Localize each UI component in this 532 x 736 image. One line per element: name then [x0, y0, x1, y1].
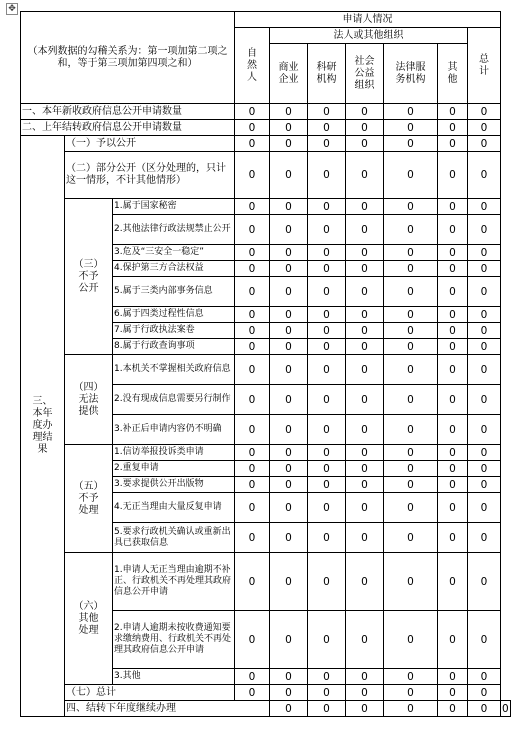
- cell: 0: [438, 120, 468, 136]
- cell: 0: [384, 307, 438, 323]
- cell: 0: [468, 261, 501, 277]
- cell: 0: [308, 261, 346, 277]
- cell: 0: [308, 701, 346, 717]
- item-label: 5.属于三类内部事务信息: [113, 277, 235, 307]
- item-label: 1.信访举报投诉类申请: [113, 445, 235, 461]
- cell: 0: [308, 385, 346, 415]
- cell: 0: [468, 477, 501, 493]
- cell: 0: [235, 669, 270, 685]
- cell: 0: [468, 323, 501, 339]
- cell: 0: [384, 339, 438, 355]
- cell: 0: [384, 611, 438, 669]
- cell: 0: [270, 685, 308, 701]
- cell: 0: [346, 215, 384, 245]
- cell: 0: [468, 307, 501, 323]
- cell: 0: [235, 461, 270, 477]
- cell: 0: [270, 339, 308, 355]
- cell: 0: [468, 493, 501, 523]
- cell: 0: [308, 415, 346, 445]
- cell: 0: [438, 307, 468, 323]
- cell: 0: [235, 199, 270, 215]
- cell: 0: [346, 385, 384, 415]
- cell: 0: [308, 685, 346, 701]
- cell: 0: [438, 611, 468, 669]
- cell: 0: [235, 104, 270, 120]
- table-move-handle-icon[interactable]: ✥: [6, 3, 18, 15]
- cell: 0: [384, 701, 438, 717]
- item-label: 1.本机关不掌握相关政府信息: [113, 355, 235, 385]
- cell: 0: [235, 261, 270, 277]
- cell: 0: [384, 385, 438, 415]
- item-label: 3.补正后申请内容仍不明确: [113, 415, 235, 445]
- cell: 0: [270, 215, 308, 245]
- row-withheld-1: [21, 199, 511, 215]
- cell: 0: [468, 355, 501, 385]
- row-not-processed-1: [21, 445, 511, 461]
- cell: 0: [384, 523, 438, 553]
- cell: 0: [384, 355, 438, 385]
- cell: 0: [346, 477, 384, 493]
- cell: 0: [438, 215, 468, 245]
- cell: 0: [438, 523, 468, 553]
- cell: 0: [438, 339, 468, 355]
- cell: 0: [270, 523, 308, 553]
- cell: 0: [468, 553, 501, 611]
- other-header: 其 他: [438, 44, 468, 104]
- cell: 0: [270, 385, 308, 415]
- cell: 0: [384, 445, 438, 461]
- cell: 0: [308, 245, 346, 261]
- cell: 0: [468, 685, 501, 701]
- cell: 0: [346, 445, 384, 461]
- row-unavailable-1: [21, 355, 511, 385]
- cell: 0: [346, 261, 384, 277]
- cell: 0: [384, 215, 438, 245]
- item-label: 8.属于行政查询事项: [113, 339, 235, 355]
- cell: 0: [270, 669, 308, 685]
- cell: 0: [235, 245, 270, 261]
- cell: 0: [468, 701, 501, 717]
- cell: 0: [346, 611, 384, 669]
- business-header: 商业 企业: [270, 44, 308, 104]
- item-label: 4.保护第三方合法权益: [113, 261, 235, 277]
- cell: 0: [270, 701, 308, 717]
- row-carry-forward: [21, 701, 511, 717]
- cell: 0: [308, 277, 346, 307]
- cell: 0: [468, 445, 501, 461]
- cell: 0: [235, 385, 270, 415]
- cell: 0: [308, 461, 346, 477]
- group-label: （六） 其他 处理: [65, 553, 113, 685]
- cell: 0: [346, 136, 384, 152]
- cell: 0: [346, 199, 384, 215]
- cell: 0: [308, 215, 346, 245]
- cell: 0: [270, 493, 308, 523]
- cell: 0: [270, 611, 308, 669]
- cell: 0: [468, 339, 501, 355]
- cell: 0: [270, 445, 308, 461]
- cell: 0: [438, 199, 468, 215]
- cell: 0: [235, 323, 270, 339]
- cell: 0: [346, 120, 384, 136]
- cell: 0: [308, 669, 346, 685]
- cell: 0: [384, 136, 438, 152]
- cell: 0: [438, 493, 468, 523]
- cell: 0: [235, 277, 270, 307]
- cell: 0: [502, 702, 509, 715]
- row-partial: [21, 152, 511, 199]
- cell: 0: [438, 323, 468, 339]
- cell: 0: [235, 215, 270, 245]
- group-label: （五） 不予 处理: [65, 445, 113, 553]
- cell: 0: [438, 385, 468, 415]
- cell: 0: [468, 245, 501, 261]
- cell: 0: [308, 445, 346, 461]
- disclosure-stats-table: [20, 11, 511, 717]
- cell: 0: [308, 136, 346, 152]
- cell: 0: [308, 611, 346, 669]
- cell: 0: [468, 277, 501, 307]
- group-label: （三） 不予 公开: [65, 199, 113, 355]
- cell: 0: [308, 152, 346, 199]
- cell: 0: [346, 323, 384, 339]
- legal-org-header: 法人或其他组织: [270, 28, 468, 44]
- cell: 0: [468, 136, 501, 152]
- row-label: （七）总计: [65, 685, 235, 701]
- legal-service-header: 法律服 务机构: [384, 44, 438, 104]
- cell: 0: [270, 477, 308, 493]
- cell: 0: [270, 199, 308, 215]
- cell: 0: [468, 104, 501, 120]
- cell: 0: [308, 493, 346, 523]
- item-label: 2.没有现成信息需要另行制作: [113, 385, 235, 415]
- group-label: （四） 无法 提供: [65, 355, 113, 445]
- cell: 0: [235, 685, 270, 701]
- section-three-label: 三、 本年 度办 理结 果: [21, 136, 65, 717]
- item-label: 7.属于行政执法案卷: [113, 323, 235, 339]
- row-disclosed: [21, 136, 511, 152]
- cell: 0: [346, 307, 384, 323]
- cell: 0: [468, 120, 501, 136]
- cell: 0: [270, 120, 308, 136]
- cell: 0: [308, 199, 346, 215]
- cell: 0: [438, 136, 468, 152]
- cell: 0: [270, 261, 308, 277]
- cell: 0: [235, 415, 270, 445]
- row-carryover-requests: [21, 120, 511, 136]
- item-label: 2.重复申请: [113, 461, 235, 477]
- cell: 0: [346, 553, 384, 611]
- cell: 0: [384, 553, 438, 611]
- row-label: （二）部分公开（区分处理的，只计这一情形，不计其他情形）: [65, 152, 235, 199]
- item-label: 3.要求提供公开出版物: [113, 477, 235, 493]
- cell: 0: [438, 553, 468, 611]
- cell: 0: [438, 685, 468, 701]
- cell: 0: [438, 277, 468, 307]
- row-label: 四、结转下年度继续办理: [65, 701, 270, 717]
- cell: 0: [270, 553, 308, 611]
- cell: 0: [235, 611, 270, 669]
- corner-note-cell: [21, 12, 235, 104]
- cell: 0: [270, 461, 308, 477]
- cell: 0: [346, 152, 384, 199]
- cell: 0: [235, 355, 270, 385]
- cell: 0: [384, 104, 438, 120]
- cell: 0: [384, 152, 438, 199]
- item-label: 5.要求行政机关确认或重新出具已获取信息: [113, 523, 235, 553]
- cell: 0: [235, 493, 270, 523]
- cell: 0: [235, 120, 270, 136]
- cell: 0: [468, 199, 501, 215]
- cell: 0: [235, 307, 270, 323]
- cell: 0: [270, 152, 308, 199]
- cell: 0: [468, 415, 501, 445]
- cell: 0: [438, 245, 468, 261]
- cell: 0: [346, 245, 384, 261]
- row-new-requests: [21, 104, 511, 120]
- cell: 0: [438, 669, 468, 685]
- cell: 0: [346, 415, 384, 445]
- cell: 0: [384, 120, 438, 136]
- cell: 0: [270, 104, 308, 120]
- cell: 0: [346, 523, 384, 553]
- cell: 0: [308, 553, 346, 611]
- cell: 0: [270, 136, 308, 152]
- cell: 0: [308, 355, 346, 385]
- cell: 0: [346, 669, 384, 685]
- cell: 0: [346, 355, 384, 385]
- cell: 0: [346, 493, 384, 523]
- cell: 0: [438, 152, 468, 199]
- item-label: 1.申请人无正当理由逾期不补正、行政机关不再处理其政府信息公开申请: [113, 553, 235, 611]
- cell: 0: [308, 523, 346, 553]
- item-label: 3.危及“三安全一稳定”: [113, 245, 235, 261]
- cell: 0: [384, 669, 438, 685]
- cell: 0: [308, 477, 346, 493]
- cell: 0: [308, 120, 346, 136]
- cell: 0: [384, 277, 438, 307]
- cell: 0: [438, 261, 468, 277]
- cell: 0: [468, 461, 501, 477]
- row-label: （一）予以公开: [65, 136, 235, 152]
- row-label: 一、本年新收政府信息公开申请数量: [21, 104, 235, 120]
- cell: 0: [346, 701, 384, 717]
- cell: 0: [468, 215, 501, 245]
- cell: 0: [384, 477, 438, 493]
- cell: 0: [235, 553, 270, 611]
- cell: 0: [346, 685, 384, 701]
- cell: 0: [346, 277, 384, 307]
- cell: 0: [270, 355, 308, 385]
- cell: 0: [438, 445, 468, 461]
- item-label: 3.其他: [113, 669, 235, 685]
- cell: 0: [308, 323, 346, 339]
- cell: 0: [468, 152, 501, 199]
- cell: 0: [384, 685, 438, 701]
- cell: 0: [384, 245, 438, 261]
- cell: 0: [270, 277, 308, 307]
- cell: 0: [308, 339, 346, 355]
- cell: 0: [235, 523, 270, 553]
- cell: 0: [384, 199, 438, 215]
- cell: 0: [270, 415, 308, 445]
- item-label: 4.无正当理由大量反复申请: [113, 493, 235, 523]
- cell: 0: [384, 261, 438, 277]
- cell: 0: [468, 669, 501, 685]
- cell: 0: [346, 104, 384, 120]
- cell: 0: [270, 245, 308, 261]
- item-label: 2.其他法律行政法规禁止公开: [113, 215, 235, 245]
- row-other-1: [21, 553, 511, 611]
- cell: 0: [270, 323, 308, 339]
- cell: 0: [438, 461, 468, 477]
- row-section-total: [21, 685, 511, 701]
- cell: 0: [270, 307, 308, 323]
- cell: 0: [346, 339, 384, 355]
- research-header: 科研 机构: [308, 44, 346, 104]
- cell: 0: [384, 461, 438, 477]
- item-label: 2.申请人逾期未按收费通知要求缴纳费用、行政机关不再处理其政府信息公开申请: [113, 611, 235, 669]
- cell: 0: [384, 323, 438, 339]
- cell: 0: [346, 461, 384, 477]
- corner-note: （本列数据的勾稽关系为：第一项加第二项之和，等于第三项加第四项之和）: [27, 45, 228, 69]
- social-header: 社会 公益 组织: [346, 44, 384, 104]
- cell: 0: [438, 477, 468, 493]
- cell: 0: [468, 385, 501, 415]
- cell: 0: [235, 445, 270, 461]
- cell: 0: [468, 523, 501, 553]
- cell: 0: [438, 355, 468, 385]
- cell: 0: [235, 477, 270, 493]
- total-header: 总 计: [468, 28, 501, 104]
- item-label: 1.属于国家秘密: [113, 199, 235, 215]
- cell: 0: [235, 136, 270, 152]
- cell: 0: [308, 104, 346, 120]
- cell: 0: [235, 152, 270, 199]
- cell: 0: [468, 611, 501, 669]
- cell: 0: [384, 493, 438, 523]
- row-label: 二、上年结转政府信息公开申请数量: [21, 120, 235, 136]
- cell: 0: [384, 415, 438, 445]
- cell: 0: [438, 104, 468, 120]
- natural-person-header: 自 然 人: [235, 28, 270, 104]
- item-label: 6.属于四类过程性信息: [113, 307, 235, 323]
- cell: 0: [308, 307, 346, 323]
- applicant-header: 申请人情况: [235, 12, 501, 28]
- cell: 0: [235, 339, 270, 355]
- cell: 0: [438, 415, 468, 445]
- cell: 0: [438, 701, 468, 717]
